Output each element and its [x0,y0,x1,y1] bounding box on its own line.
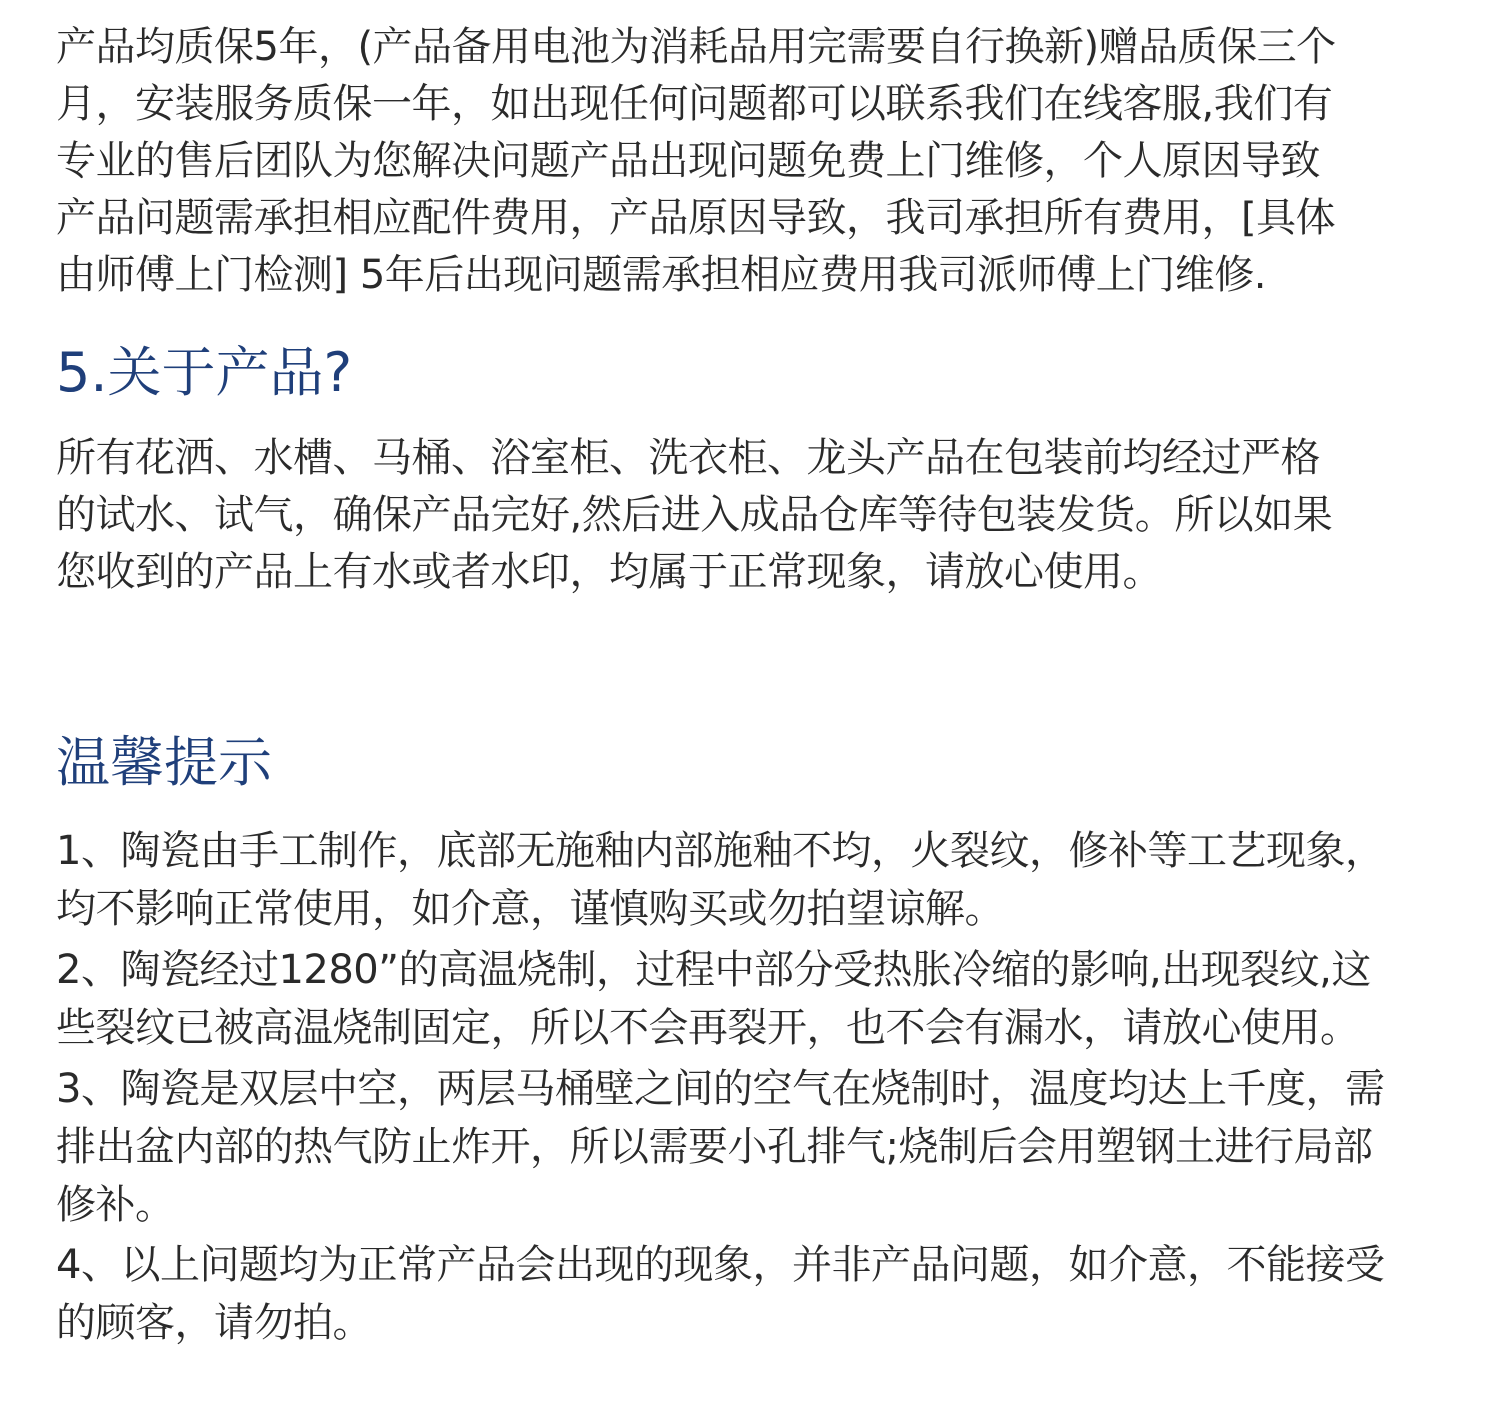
tip-line: 4、以上问题均为正常产品会出现的现象，并非产品问题，如介意，不能接受 [56,1242,1385,1288]
tip-item-3 [56,1060,1384,1234]
warranty-line: 由师傅上门检测] 5年后出现问题需承担相应费用我司派师傅上门维修. [56,252,1266,298]
about-line: 的试水、试气，确保产品完好,然后进入成品仓库等待包装发货。所以如果 [56,492,1333,538]
about-line: 所有花洒、水槽、马桶、浴室柜、洗衣柜、龙头产品在包装前均经过严格 [56,435,1320,481]
warranty-paragraph [56,19,1336,304]
about-line: 您收到的产品上有水或者水印，均属于正常现象，请放心使用。 [56,549,1162,595]
warm-tips-heading: 温馨提示 [56,731,272,794]
tip-line: 些裂纹已被高温烧制固定，所以不会再裂开，也不会有漏水，请放心使用。 [56,1005,1360,1051]
tip-item-4 [56,1236,1384,1352]
tip-line: 3、陶瓷是双层中空，两层马桶壁之间的空气在烧制时，温度均达上千度，需 [56,1066,1385,1112]
tip-item-1 [56,822,1384,938]
warranty-line: 月，安装服务质保一年，如出现任何问题都可以联系我们在线客服,我们有 [56,81,1333,127]
tip-line: 均不影响正常使用，如介意，谨慎购买或勿拍望谅解。 [56,886,1004,932]
tip-line: 排出盆内部的热气防止炸开，所以需要小孔排气;烧制后会用塑钢土进行局部 [56,1124,1373,1170]
warranty-line: 产品问题需承担相应配件费用，产品原因导致，我司承担所有费用，[具体 [56,195,1336,241]
about-product-heading: 5.关于产品? [56,341,353,404]
tip-line: 2、陶瓷经过1280”的高温烧制，过程中部分受热胀冷缩的影响,出现裂纹,这 [56,947,1371,993]
about-product-paragraph [56,430,1332,601]
tip-item-2 [56,941,1371,1057]
tip-line: 修补。 [56,1182,175,1228]
warranty-line: 专业的售后团队为您解决问题产品出现问题免费上门维修，个人原因导致 [56,138,1320,184]
tip-line: 1、陶瓷由手工制作，底部无施釉内部施釉不均，火裂纹，修补等工艺现象， [56,828,1385,874]
warranty-line: 产品均质保5年，(产品备用电池为消耗品用完需要自行换新)赠品质保三个 [56,24,1336,70]
tip-line: 的顾客，请勿拍。 [56,1300,372,1346]
